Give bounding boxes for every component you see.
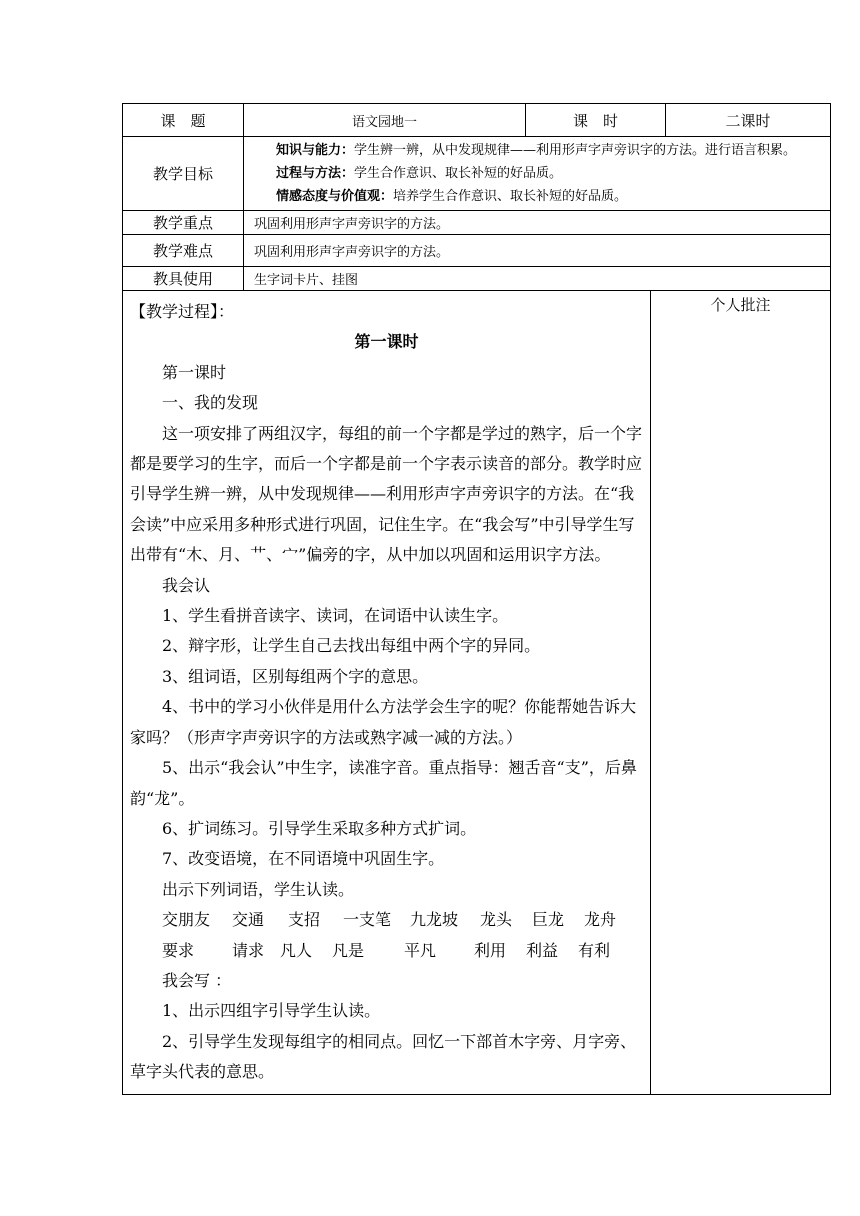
difficulties-label: 教学难点	[123, 235, 244, 267]
process-paragraph: 我会认	[162, 575, 211, 595]
lesson-plan-sheet	[122, 103, 830, 1095]
process-content	[123, 291, 651, 1094]
objective-title: 情感态度与价值观：	[276, 189, 394, 204]
objective-text: 学生合作意识、取长补短的好品质。	[354, 166, 563, 181]
objective-title: 过程与方法：	[276, 166, 355, 181]
objective-item	[250, 185, 826, 208]
tools-label: 教具使用	[123, 267, 244, 291]
period-label: 课 时	[526, 104, 666, 137]
topic-row	[123, 104, 831, 137]
word: 交朋友	[162, 910, 211, 930]
process-paragraph: 7、改变语境，在不同语境中巩固生字。	[162, 849, 445, 869]
word: 凡人	[280, 940, 313, 960]
tools-value: 生字词卡片、挂图	[244, 267, 831, 291]
objectives-row	[123, 137, 831, 211]
personal-notes-column	[651, 291, 831, 1094]
word-row-1	[130, 905, 643, 935]
tools-row	[123, 267, 831, 291]
process-paragraph: 1、学生看拼音读字、读词，在词语中认读生字。	[162, 606, 509, 626]
difficulties-row	[123, 235, 831, 267]
period-value: 二课时	[666, 104, 831, 137]
objective-item	[250, 139, 826, 162]
word: 有利	[578, 940, 611, 960]
process-heading: 【教学过程】：	[130, 302, 235, 321]
process-paragraph: 6、扩词练习。引导学生采取多种方式扩词。	[162, 818, 477, 838]
lesson-title: 第一课时	[354, 332, 419, 352]
word: 龙头	[480, 910, 513, 930]
lesson-meta-table	[122, 103, 831, 291]
difficulties-value: 巩固利用形声字声旁识字的方法。	[244, 235, 831, 267]
topic-label: 课 题	[123, 104, 244, 137]
process-table	[122, 291, 831, 1095]
process-paragraph: 4、书中的学习小伙伴是用什么方法学会生字的呢？你能帮她告诉大家吗？（形声字声旁识字的方法或熟字减一减的方法。）	[130, 697, 637, 747]
process-paragraph: 出示下列词语，学生认读。	[162, 879, 355, 899]
process-paragraph: 2、辩字形，让学生自己去找出每组中两个字的异同。	[162, 636, 541, 656]
word: 要求	[162, 940, 195, 960]
process-paragraph: 2、引导学生发现每组字的相同点。回忆一下部首木字旁、月字旁、草字头代表的意思。	[130, 1031, 637, 1082]
word: 一支笔	[343, 910, 392, 930]
word: 龙舟	[584, 910, 617, 930]
objectives-content	[244, 137, 831, 211]
word: 利用	[474, 940, 507, 960]
personal-notes-label: 个人批注	[710, 296, 771, 314]
word: 交通	[232, 910, 265, 930]
word: 九龙坡	[410, 910, 459, 930]
process-paragraph: 一、我的发现	[162, 393, 259, 413]
process-paragraph: 1、出示四组字引导学生认读。	[162, 1001, 381, 1021]
objective-item	[250, 162, 826, 185]
process-paragraph: 3、组词语，区别每组两个字的意思。	[162, 666, 429, 686]
word: 凡是	[332, 940, 365, 960]
objective-text: 培养学生合作意识、取长补短的好品质。	[393, 189, 628, 204]
process-paragraph: 第一课时	[162, 362, 227, 382]
word: 平凡	[404, 940, 437, 960]
key-points-value: 巩固利用形声字声旁识字的方法。	[244, 211, 831, 235]
process-paragraph: 这一项安排了两组汉字，每组的前一个字都是学过的熟字，后一个字都是要学习的生字，而后一个字都是前一个字表示读音的部分。教学时应引导学生辨一辨，从中发现规律——利用形声字声旁识字的方法。在“我会读”中应采用多种形式进行巩固，记住生字。在“我会写”中引导学生写出带有“木、月、艹、宀”偏旁的字，从中加以巩固和运用识字方法。	[130, 423, 643, 565]
word-row-2	[130, 936, 643, 966]
key-points-label: 教学重点	[123, 211, 244, 235]
topic-value: 语文园地一	[244, 104, 526, 137]
word: 支招	[288, 910, 321, 930]
process-paragraph: 我会写 ：	[162, 970, 232, 990]
word: 请求	[232, 940, 265, 960]
process-paragraph: 5、出示“我会认”中生字，读准字音。重点指导：翘舌音“支”，后鼻韵“龙”。	[130, 758, 637, 808]
objectives-label: 教学目标	[123, 137, 244, 211]
key-points-row	[123, 211, 831, 235]
word: 巨龙	[532, 910, 565, 930]
objective-title: 知识与能力：	[276, 143, 355, 158]
word: 利益	[526, 940, 559, 960]
objective-text: 学生辨一辨，从中发现规律——利用形声字声旁识字的方法。进行语言积累。	[354, 143, 797, 158]
